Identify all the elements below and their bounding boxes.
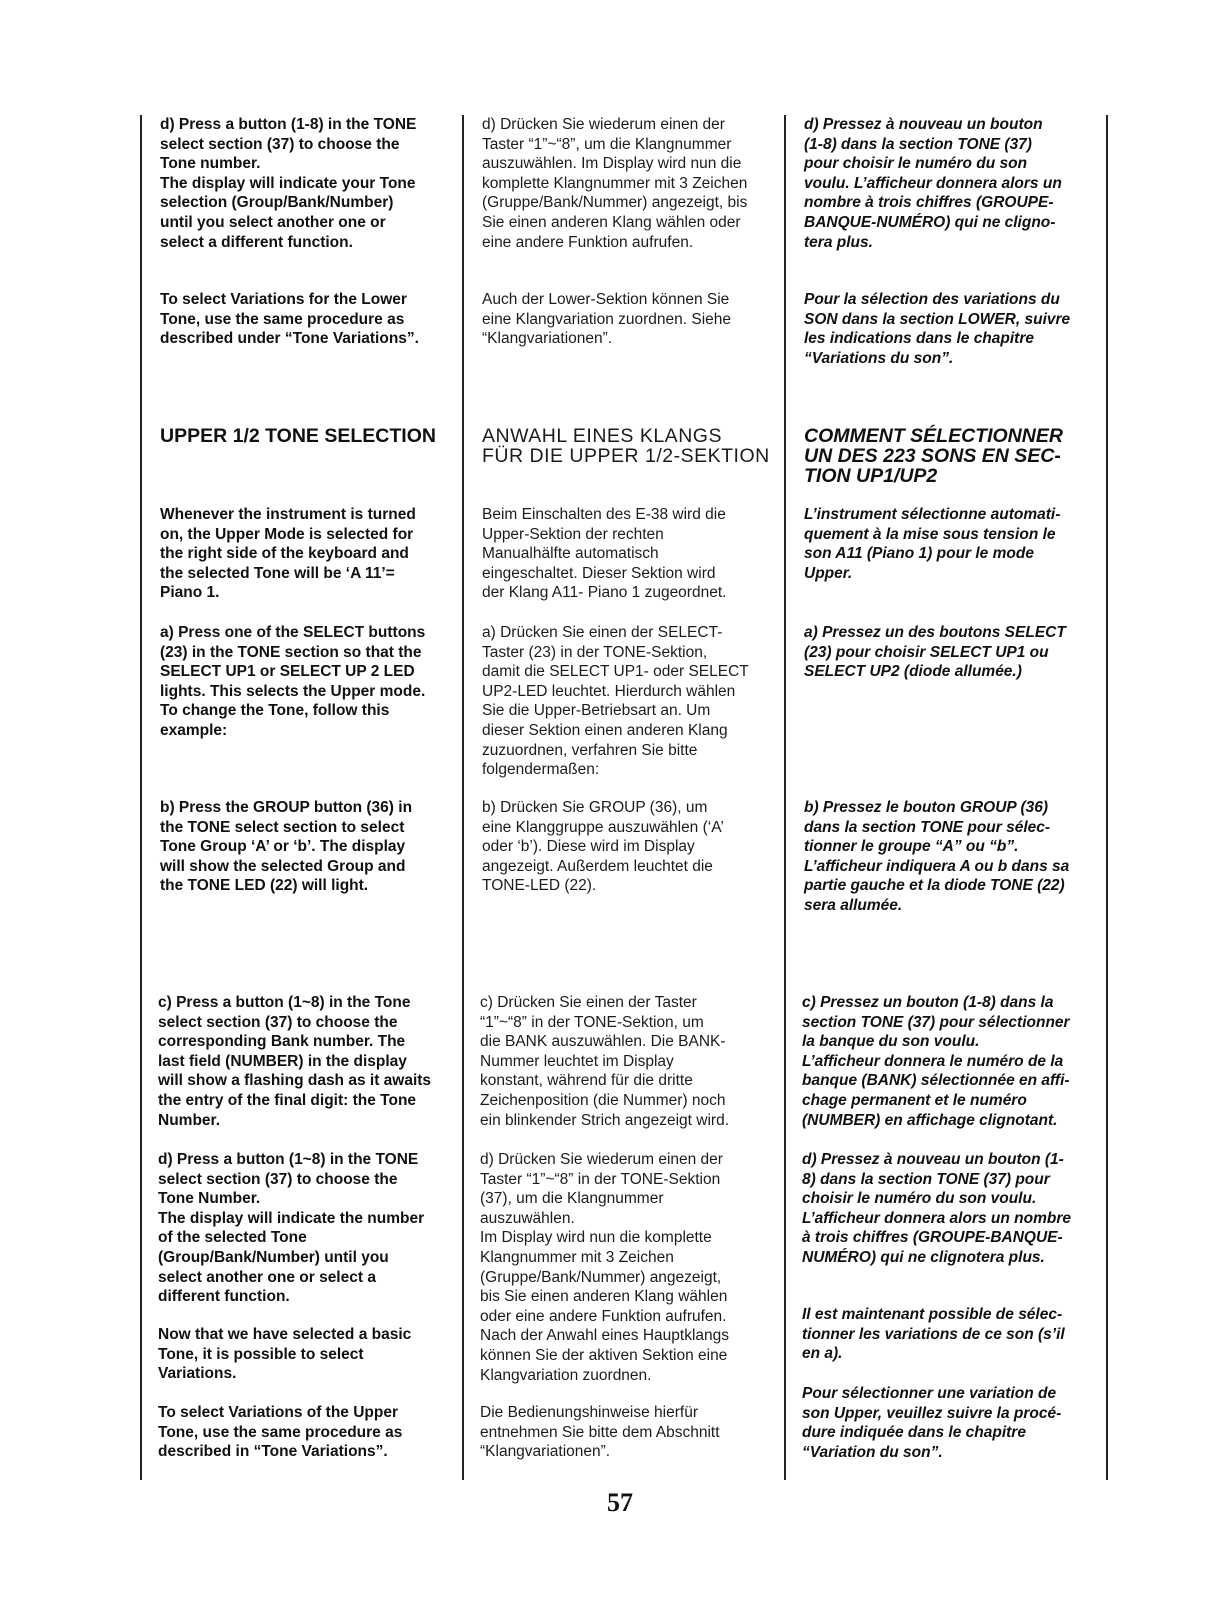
column-rule-left bbox=[140, 115, 142, 1480]
fr-now-possible: Il est maintenant possible de sélec- tionner les variations de ce son (s’il en a). bbox=[802, 1306, 1065, 1363]
en-step-c: c) Press a button (1~8) in the Tone select section (37) to choose the corresponding Bank number. The last field (NUMBER) in the display will show a flashing dash as it awaits the entry of the final digit: the Tone Number. bbox=[158, 994, 432, 1129]
en-intro: Whenever the instrument is turned on, the Upper Mode is selected for the right side of the keyboard and the selected Tone will be ‘A 11’= Piano 1. bbox=[160, 506, 416, 602]
fr-step-d-top: d) Pressez à nouveau un bouton (1-8) dans la section TONE (37) pour choisir le numéro du son voulu. L’afficheur donnera alors un nombre à trois chiffres (GROUPE- BANQUE-NUMÉRO) qui ne cligno- tera plus. bbox=[804, 116, 1062, 251]
de-step-d-top: d) Drücken Sie wiederum einen der Taster “1”~“8”, um die Klangnummer auszuwählen. Im Display wird nun die komplette Klangnummer mit 3 Zeichen (Gruppe/Bank/Nummer) angezeigt, bis Sie einen anderen Klang wählen oder eine andere Funktion aufrufen. bbox=[482, 116, 748, 251]
fr-step-b: b) Pressez le bouton GROUP (36) dans la section TONE pour sélec- tionner le groupe “A” ou “b”. L’afficheur indiquera A ou b dans sa partie gauche et la diode TONE (22) sera allumée. bbox=[804, 799, 1070, 914]
de-variations: Die Bedienungshinweise hierfür entnehmen Sie bitte dem Abschnitt “Klangvariationen”. bbox=[480, 1404, 720, 1461]
column-rule-right bbox=[1106, 115, 1108, 1480]
en-step-d-top: d) Press a button (1-8) in the TONE select section (37) to choose the Tone number. The display will indicate your Tone selection (Group/Bank/Number) until you select another one or select a different function. bbox=[160, 116, 417, 251]
column-rule-middle-left bbox=[462, 115, 464, 1480]
de-intro: Beim Einschalten des E-38 wird die Upper-Sektion der rechten Manualhälfte automatisch eingeschaltet. Dieser Sektion wird der Klang A11- Piano 1 zugeordnet. bbox=[482, 506, 727, 602]
de-step-b: b) Drücken Sie GROUP (36), um eine Klanggruppe auszuwählen (‘A’ oder ‘b’). Diese wird im Display angezeigt. Außerdem leuchtet die TONE-LED (22). bbox=[482, 799, 724, 895]
de-lower-variations: Auch der Lower-Sektion können Sie eine Klangvariation zuordnen. Siehe “Klangvariationen”. bbox=[482, 291, 732, 348]
en-step-d: d) Press a button (1~8) in the TONE select section (37) to choose the Tone Number. The display will indicate the number of the selected Tone (Group/Bank/Number) until you select another one or select a different function. bbox=[158, 1151, 425, 1306]
en-upper-variations: To select Variations of the Upper Tone, use the same procedure as described in “Tone Variations”. bbox=[158, 1404, 403, 1461]
en-step-a: a) Press one of the SELECT buttons (23) in the TONE section so that the SELECT UP1 or SELECT UP 2 LED lights. This selects the Upper mode. To change the Tone, follow this example: bbox=[160, 624, 426, 739]
fr-step-a: a) Pressez un des boutons SELECT (23) pour choisir SELECT UP1 ou SELECT UP2 (diode allumée.) bbox=[804, 624, 1066, 681]
en-heading: UPPER 1/2 TONE SELECTION bbox=[160, 425, 436, 447]
fr-step-d: d) Pressez à nouveau un bouton (1- 8) dans la section TONE (37) pour choisir le numéro du son voulu. L’afficheur donnera alors un nombre à trois chiffres (GROUPE-BANQUE- NUMÉRO) qui ne clignotera plus. bbox=[802, 1151, 1071, 1266]
page-number: 57 bbox=[607, 1488, 633, 1517]
en-step-b: b) Press the GROUP button (36) in the TONE select section to select Tone Group ‘A’ or ‘b’. The display will show the selected Group and the TONE LED (22) will light. bbox=[160, 799, 413, 895]
de-heading: ANWAHL EINES KLANGS FÜR DIE UPPER 1/2-SEKTION bbox=[482, 425, 770, 467]
fr-upper-variations: Pour sélectionner une variation de son Upper, veuillez suivre la procé- dure indiquée dans le chapitre “Variation du son”. bbox=[802, 1385, 1062, 1461]
de-step-a: a) Drücken Sie einen der SELECT- Taster (23) in der TONE-Sektion, damit die SELECT UP1- oder SELECT UP2-LED leuchtet. Hierdurch wählen Sie die Upper-Betriebsart an. Um dieser Sektion einen anderen Klang zuzuordnen, verfahren Sie bitte folgendermaßen: bbox=[482, 624, 749, 779]
de-step-c: c) Drücken Sie einen der Taster “1”~“8” in der TONE-Sektion, um die BANK auszuwählen. Die BANK- Nummer leuchtet im Display konstant, während für die dritte Zeichenposition (die Nummer) noch ein blinkender Strich angezeigt wird. bbox=[480, 994, 729, 1129]
en-lower-variations: To select Variations for the Lower Tone, use the same procedure as described under “Tone Variations”. bbox=[160, 291, 419, 348]
column-rule-middle-right bbox=[784, 115, 786, 1480]
fr-heading: COMMENT SÉLECTIONNER UN DES 223 SONS EN SEC- TION UP1/UP2 bbox=[804, 425, 1063, 487]
fr-lower-variations: Pour la sélection des variations du SON dans la section LOWER, suivre les indications dans le chapitre “Variations du son”. bbox=[804, 291, 1071, 367]
en-now-selected: Now that we have selected a basic Tone, it is possible to select Variations. bbox=[158, 1326, 412, 1383]
fr-intro: L’instrument sélectionne automati- quement à la mise sous tension le son A11 (Piano 1) pour le mode Upper. bbox=[804, 506, 1061, 582]
de-step-d: d) Drücken Sie wiederum einen der Taster “1”~“8” in der TONE-Sektion (37), um die Klangnummer auszuwählen. Im Display wird nun die komplette Klangnummer mit 3 Zeichen (Gruppe/Bank/Nummer) angezeigt, bis Sie einen anderen Klang wählen oder eine andere Funktion aufrufen. Nach der Anwahl eines Hauptklangs können Sie der aktiven Sektion eine Klangvariation zuordnen. bbox=[480, 1151, 730, 1384]
fr-step-c: c) Pressez un bouton (1-8) dans la section TONE (37) pour sélectionner la banque du son voulu. L’afficheur donnera le numéro de la banque (BANK) sélectionnée en affi- chage permanent et le numéro (NUMBER) en affichage clignotant. bbox=[802, 994, 1070, 1129]
